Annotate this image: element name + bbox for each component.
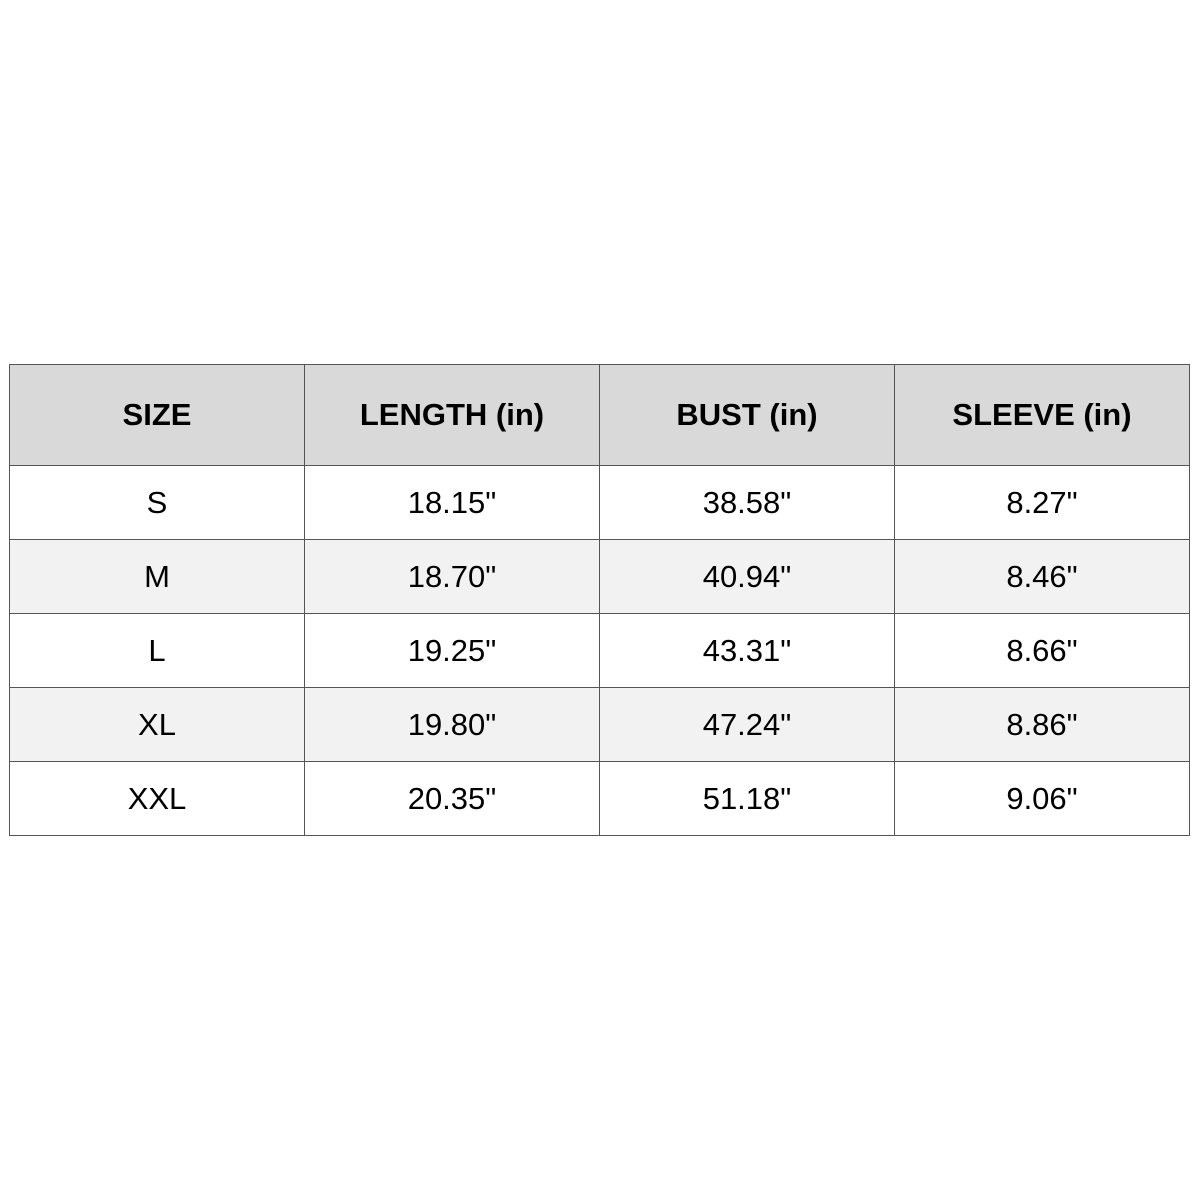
cell-length: 19.80" (305, 688, 600, 762)
cell-length: 20.35" (305, 762, 600, 836)
cell-size: S (10, 466, 305, 540)
cell-length: 19.25" (305, 614, 600, 688)
cell-bust: 51.18" (600, 762, 895, 836)
cell-size: XL (10, 688, 305, 762)
cell-bust: 43.31" (600, 614, 895, 688)
table-row (10, 466, 1190, 540)
cell-sleeve: 8.46" (895, 540, 1190, 614)
header-length: LENGTH (in) (305, 365, 600, 466)
cell-length: 18.15" (305, 466, 600, 540)
cell-bust: 47.24" (600, 688, 895, 762)
size-chart-header (10, 365, 1190, 466)
table-row (10, 540, 1190, 614)
header-size: SIZE (10, 365, 305, 466)
cell-size: M (10, 540, 305, 614)
table-row (10, 688, 1190, 762)
table-row (10, 614, 1190, 688)
header-sleeve: SLEEVE (in) (895, 365, 1190, 466)
cell-sleeve: 8.86" (895, 688, 1190, 762)
header-row (10, 365, 1190, 466)
cell-length: 18.70" (305, 540, 600, 614)
cell-sleeve: 8.66" (895, 614, 1190, 688)
header-bust: BUST (in) (600, 365, 895, 466)
cell-size: XXL (10, 762, 305, 836)
size-chart-table (9, 364, 1190, 836)
cell-bust: 40.94" (600, 540, 895, 614)
size-chart-body (10, 466, 1190, 836)
cell-size: L (10, 614, 305, 688)
cell-bust: 38.58" (600, 466, 895, 540)
cell-sleeve: 8.27" (895, 466, 1190, 540)
table-row (10, 762, 1190, 836)
cell-sleeve: 9.06" (895, 762, 1190, 836)
